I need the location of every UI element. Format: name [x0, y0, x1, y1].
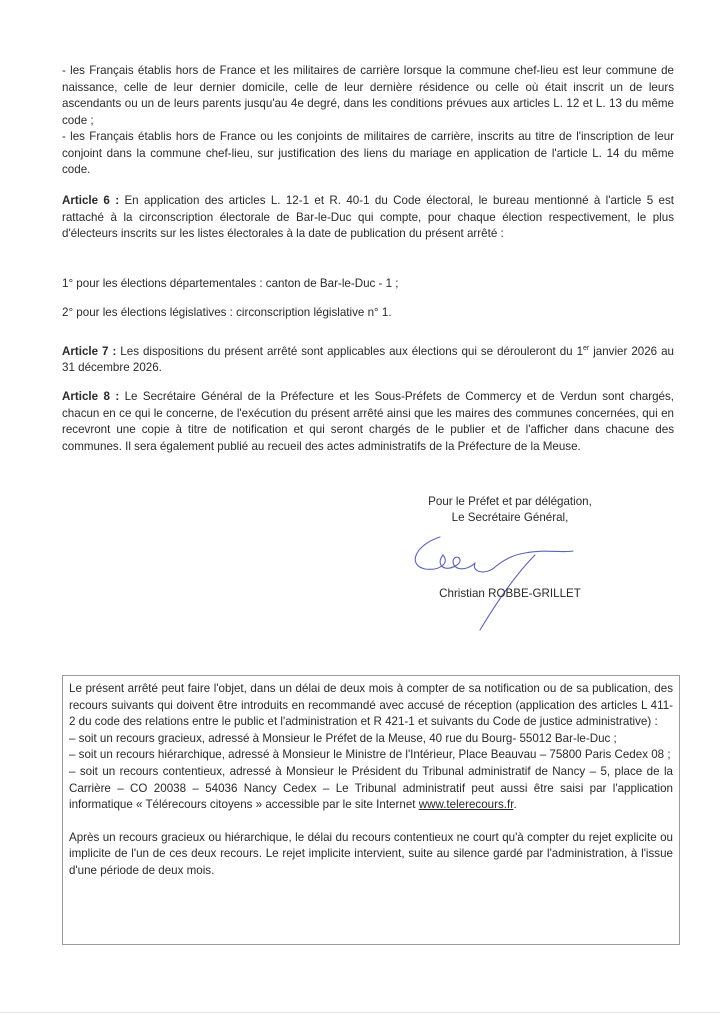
article-6 — [62, 193, 674, 243]
article-7-label: Article 7 : — [62, 344, 117, 358]
signature-line-2: Le Secrétaire Général, — [451, 511, 569, 524]
article-6-item-2: 2° pour les élections législatives : circonscription législative n° 1. — [62, 306, 392, 319]
signature-line-1: Pour le Préfet et par délégation, — [428, 495, 592, 508]
article-8 — [62, 389, 674, 455]
recours-gracieux: – soit un recours gracieux, adressé à Monsieur le Préfet de la Meuse, 40 rue du Bourg- 55012 Bar-le-Duc ; — [69, 731, 617, 745]
telerecours-link[interactable]: www.telerecours.fr — [418, 798, 514, 812]
article-6-item-1: 1° pour les élections départementales : canton de Bar-le-Duc - 1 ; — [62, 277, 399, 290]
article-6-label: Article 6 : — [62, 194, 120, 207]
recours-intro: Le présent arrêté peut faire l'objet, dans un délai de deux mois à compter de sa notification ou de sa publication, des recours suivants qui doivent être introduits en recommandé avec accusé de réception (application des articles L 411-2 du code des relations entre le public et l'administration et R 421-1 et suivants du Code de justice administrative) : — [69, 682, 673, 729]
page-edge — [0, 1012, 720, 1013]
recours-contentieux-end: . — [513, 798, 517, 812]
recours-notice-box — [62, 675, 680, 945]
handwritten-signature — [395, 525, 595, 635]
recours-final: Après un recours gracieux ou hiérarchique, le délai du recours contentieux ne court qu'à compter du rejet explicite ou implicite de l'un de ces deux recours. Le rejet implicite intervient, suite au silence gardé par l'administration, à l'issue d'une période de deux mois. — [69, 830, 673, 877]
article-7 — [62, 341, 674, 377]
signatory-name: Christian ROBBE-GRILLET — [439, 587, 581, 600]
recours-contentieux — [69, 764, 673, 814]
recours-hierarchique: – soit un recours hiérarchique, adressé à Monsieur le Ministre de l'Intérieur, Place Beauvau – 75800 Paris Cedex 08 ; — [69, 748, 671, 762]
intro-bullet-1: - les Français établis hors de France et les militaires de carrière lorsque la commune chef-lieu est leur commune de naissance, celle de leur dernier domicile, celle de leur dernière résidence ou celle où était inscrit un de leurs ascendants ou un de leurs parents jusqu'au 4e degré, dans les conditions prévues aux articles L. 12 et L. 13 du même code ; — [62, 64, 674, 127]
article-7-text-end: janvier 2026 au 31 décembre 2026. — [62, 344, 674, 375]
article-7-sup: er — [583, 345, 590, 352]
article-8-text: Le Secrétaire Général de la Préfecture et les Sous-Préfets de Commercy et de Verdun sont chargés, chacun en ce qui le concerne, de l'exécution du présent arrêté ainsi que les maires des communes concernées, qui en recevront une copie à titre de notification et qui seront chargés de le publier et de l'afficher dans chacune des communes. Il sera également publié au recueil des actes administratifs de la Préfecture de la Meuse. — [62, 390, 674, 453]
intro-bullet-2: - les Français établis hors de France ou les conjoints de militaires de carrière, inscrits au titre de l'inscription de leur conjoint dans la commune chef-lieu, sur justification des liens du mariage en application de l'article L. 14 du même code. — [62, 130, 674, 177]
recours-contentieux-text: – soit un recours contentieux, adressé à Monsieur le Président du Tribunal administratif de Nancy – 5, place de la Carrière – CO 20038 – 54036 Nancy Cedex – Le Tribunal administratif peut aussi être saisi par l'application informatique « Télérecours citoyens » accessible par le site Internet — [69, 764, 673, 812]
article-8-label: Article 8 : — [62, 390, 120, 403]
article-6-text: En application des articles L. 12-1 et R. 40-1 du Code électoral, le bureau mentionné à l'article 5 est rattaché à la circonscription électorale de Bar-le-Duc qui compte, pour chaque élection respectivement, le plus d'électeurs inscrits sur les listes électorales à la date de publication du présent arrêté : — [62, 194, 674, 241]
article-7-text: Les dispositions du présent arrêté sont applicables aux élections qui se dérouleront du 1 — [120, 344, 584, 358]
